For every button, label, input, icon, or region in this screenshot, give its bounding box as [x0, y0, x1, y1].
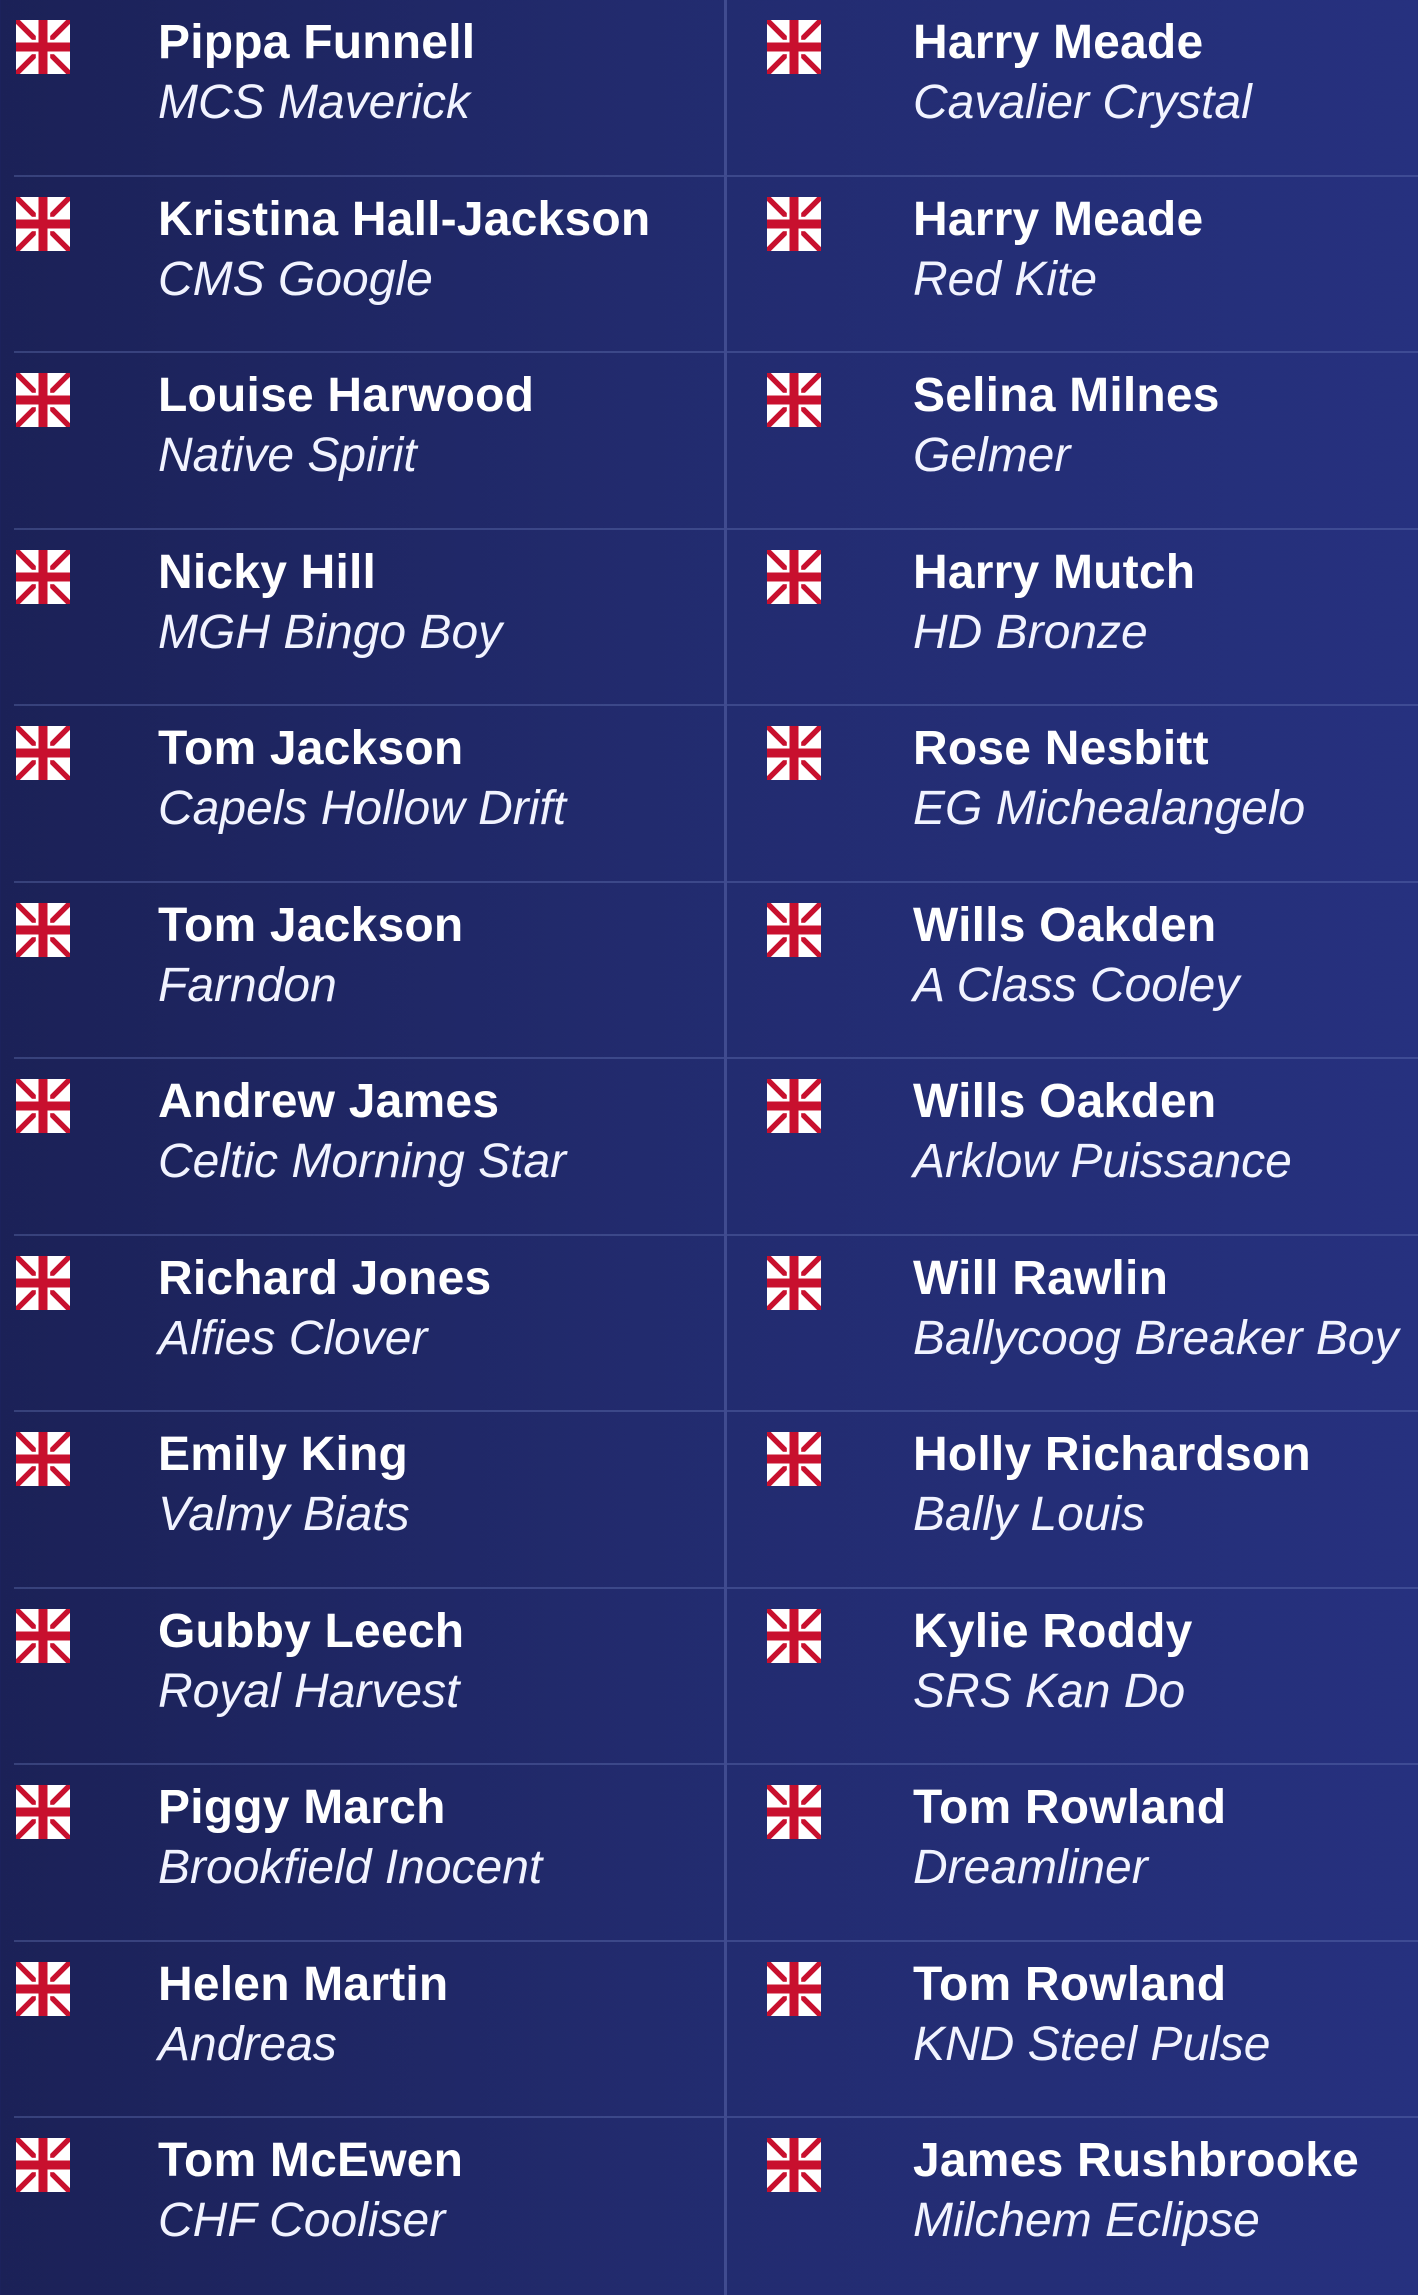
- rider-name: Wills Oakden: [913, 898, 1217, 952]
- union-jack-flag-icon: [16, 1785, 70, 1839]
- horse-name: EG Michealangelo: [913, 782, 1306, 835]
- union-jack-flag-icon: [767, 20, 821, 74]
- entry-row[interactable]: [14, 706, 724, 883]
- union-jack-flag-icon: [16, 550, 70, 604]
- entry-row[interactable]: [727, 530, 1418, 707]
- horse-name: Valmy Biats: [158, 1488, 410, 1541]
- entry-row[interactable]: [14, 1059, 724, 1236]
- rider-name: Richard Jones: [158, 1251, 492, 1305]
- horse-name: HD Bronze: [913, 605, 1148, 659]
- horse-name: MCS Maverick: [158, 76, 471, 129]
- union-jack-flag-icon: [767, 1432, 821, 1486]
- union-jack-flag-icon: [16, 1609, 70, 1663]
- rider-name: Rose Nesbitt: [913, 722, 1209, 775]
- horse-name: Andreas: [158, 2017, 337, 2071]
- horse-name: Cavalier Crystal: [913, 76, 1252, 129]
- rider-name: Nicky Hill: [158, 545, 377, 599]
- horse-name: Arklow Puissance: [913, 1135, 1292, 1188]
- entry-row[interactable]: [14, 1942, 724, 2119]
- horse-name: SRS Kan Do: [913, 1664, 1186, 1718]
- union-jack-flag-icon: [767, 1609, 821, 1663]
- union-jack-flag-icon: [16, 1256, 70, 1310]
- entry-row[interactable]: [727, 1412, 1418, 1589]
- entry-row[interactable]: [14, 1589, 724, 1766]
- union-jack-flag-icon: [767, 2138, 821, 2192]
- horse-name: CHF Cooliser: [158, 2194, 446, 2247]
- entry-row[interactable]: [727, 2118, 1418, 2295]
- entry-row[interactable]: [727, 706, 1418, 883]
- entry-row[interactable]: [727, 1059, 1418, 1236]
- rider-name: James Rushbrooke: [913, 2134, 1360, 2187]
- rider-name: Kylie Roddy: [913, 1604, 1193, 1658]
- union-jack-flag-icon: [16, 903, 70, 957]
- union-jack-flag-icon: [767, 1079, 821, 1133]
- entry-row[interactable]: [14, 0, 724, 177]
- union-jack-flag-icon: [16, 726, 70, 780]
- rider-name: Kristina Hall-Jackson: [158, 192, 651, 246]
- union-jack-flag-icon: [16, 197, 70, 251]
- rider-name: Gubby Leech: [158, 1604, 465, 1658]
- rider-name: Harry Meade: [913, 16, 1204, 69]
- rider-name: Tom Rowland: [913, 1781, 1227, 1834]
- rider-name: Selina Milnes: [913, 369, 1220, 422]
- horse-name: Bally Louis: [913, 1488, 1146, 1541]
- horse-name: A Class Cooley: [913, 958, 1240, 1012]
- horse-name: Native Spirit: [158, 429, 417, 482]
- rider-name: Tom Jackson: [158, 722, 464, 775]
- horse-name: Capels Hollow Drift: [158, 782, 567, 835]
- entries-column-right: [727, 0, 1418, 2295]
- horse-name: MGH Bingo Boy: [158, 605, 503, 659]
- horse-name: Royal Harvest: [158, 1664, 460, 1718]
- rider-name: Wills Oakden: [913, 1075, 1217, 1128]
- union-jack-flag-icon: [767, 1962, 821, 2016]
- entry-row[interactable]: [727, 883, 1418, 1060]
- union-jack-flag-icon: [767, 550, 821, 604]
- union-jack-flag-icon: [767, 726, 821, 780]
- entry-row[interactable]: [727, 1765, 1418, 1942]
- union-jack-flag-icon: [767, 373, 821, 427]
- union-jack-flag-icon: [16, 373, 70, 427]
- horse-name: Red Kite: [913, 252, 1098, 306]
- rider-name: Harry Meade: [913, 192, 1204, 246]
- rider-name: Louise Harwood: [158, 369, 535, 422]
- entry-row[interactable]: [14, 1236, 724, 1413]
- rider-name: Will Rawlin: [913, 1251, 1169, 1305]
- union-jack-flag-icon: [16, 1962, 70, 2016]
- horse-name: Ballycoog Breaker Boy: [913, 1311, 1399, 1365]
- entry-row[interactable]: [727, 0, 1418, 177]
- rider-name: Harry Mutch: [913, 545, 1196, 599]
- entry-row[interactable]: [727, 353, 1418, 530]
- entry-row[interactable]: [14, 1412, 724, 1589]
- horse-name: Milchem Eclipse: [913, 2194, 1260, 2247]
- union-jack-flag-icon: [16, 1432, 70, 1486]
- entry-row[interactable]: [14, 2118, 724, 2295]
- entry-row[interactable]: [727, 1589, 1418, 1766]
- entry-row[interactable]: [727, 1942, 1418, 2119]
- rider-name: Pippa Funnell: [158, 16, 476, 69]
- rider-name: Andrew James: [158, 1075, 500, 1128]
- entry-row[interactable]: [727, 177, 1418, 354]
- rider-name: Emily King: [158, 1428, 409, 1481]
- horse-name: Farndon: [158, 958, 337, 1012]
- horse-name: Alfies Clover: [158, 1311, 428, 1365]
- union-jack-flag-icon: [767, 197, 821, 251]
- rider-name: Helen Martin: [158, 1957, 449, 2011]
- union-jack-flag-icon: [767, 1256, 821, 1310]
- rider-name: Tom Jackson: [158, 898, 464, 952]
- union-jack-flag-icon: [16, 20, 70, 74]
- union-jack-flag-icon: [767, 1785, 821, 1839]
- entry-row[interactable]: [14, 883, 724, 1060]
- union-jack-flag-icon: [767, 903, 821, 957]
- horse-name: Celtic Morning Star: [158, 1135, 567, 1188]
- horse-name: Brookfield Inocent: [158, 1841, 543, 1894]
- rider-name: Tom McEwen: [158, 2134, 464, 2187]
- horse-name: Dreamliner: [913, 1841, 1148, 1894]
- entry-row[interactable]: [14, 353, 724, 530]
- union-jack-flag-icon: [16, 1079, 70, 1133]
- union-jack-flag-icon: [16, 2138, 70, 2192]
- entry-row[interactable]: [14, 1765, 724, 1942]
- entry-row[interactable]: [14, 530, 724, 707]
- entry-row[interactable]: [14, 177, 724, 354]
- horse-name: CMS Google: [158, 252, 433, 306]
- horse-name: Gelmer: [913, 429, 1071, 482]
- rider-name: Piggy March: [158, 1781, 446, 1834]
- rider-name: Tom Rowland: [913, 1957, 1227, 2011]
- entry-row[interactable]: [727, 1236, 1418, 1413]
- rider-name: Holly Richardson: [913, 1428, 1311, 1481]
- horse-name: KND Steel Pulse: [913, 2017, 1271, 2071]
